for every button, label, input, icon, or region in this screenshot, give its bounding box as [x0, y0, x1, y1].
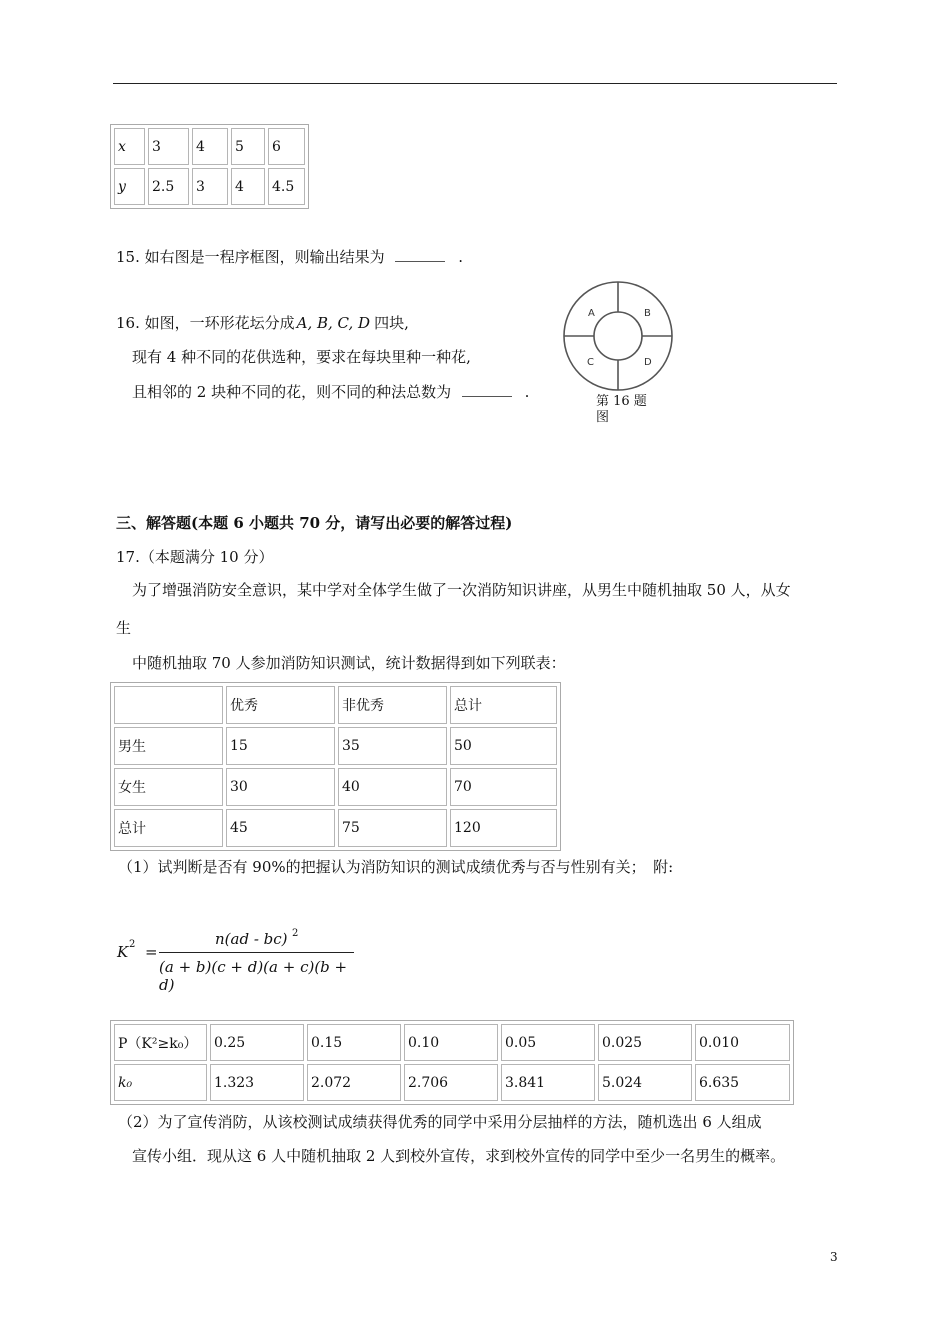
- table-cell: k₀: [114, 1064, 207, 1101]
- table-cell: 2.5: [148, 168, 189, 205]
- table-cell: 总计: [114, 809, 223, 847]
- chi-square-formula: [117, 928, 367, 994]
- table-cell: 30: [226, 768, 335, 806]
- table-cell: 男生: [114, 727, 223, 765]
- table-row: [114, 768, 557, 806]
- question-16-line3: [132, 385, 529, 400]
- table-cell: 120: [450, 809, 557, 847]
- ring-flowerbed-figure: [560, 281, 678, 393]
- question-16-text: 16. 如图，一环形花坛分成: [116, 314, 295, 332]
- table-cell: 45: [226, 809, 335, 847]
- table-header-cell: 总计: [450, 686, 557, 724]
- table-row: [114, 727, 557, 765]
- figure-caption-line2: 图: [596, 410, 610, 425]
- question-16-text-end: 四块,: [374, 314, 409, 332]
- table-cell: 3.841: [501, 1064, 595, 1101]
- table-header-cell: 优秀: [226, 686, 335, 724]
- table-cell: y: [114, 168, 145, 205]
- inner-ring: [594, 312, 642, 360]
- answer-blank-16: [462, 396, 512, 397]
- question-16-tail: .: [524, 383, 530, 401]
- table-row: [114, 809, 557, 847]
- formula-lhs-sup: 2: [129, 939, 136, 950]
- question-16-line1: [116, 316, 409, 331]
- section-3-title: 三、解答题(本题 6 小题共 70 分，请写出必要的解答过程): [116, 514, 513, 532]
- region-label-c: C: [587, 357, 594, 368]
- table-cell: 0.05: [501, 1024, 595, 1061]
- table-cell: 6.635: [695, 1064, 790, 1101]
- table-cell: 0.15: [307, 1024, 401, 1061]
- table-cell: 0.25: [210, 1024, 304, 1061]
- table-cell: 4: [231, 168, 265, 205]
- formula-lhs: K: [117, 943, 129, 961]
- table-row: [114, 168, 305, 205]
- table-cell: 2.706: [404, 1064, 498, 1101]
- critical-value-table: [110, 1020, 794, 1105]
- page-number: 3: [830, 1250, 838, 1264]
- table-cell: 3: [148, 128, 189, 165]
- table-cell: 5.024: [598, 1064, 692, 1101]
- table-cell: 女生: [114, 768, 223, 806]
- table-cell: 1.323: [210, 1064, 304, 1101]
- question-17-part1: （1）试判断是否有 90%的把握认为消防知识的测试成绩优秀与否与性别有关； 附:: [118, 858, 674, 876]
- figure-caption-line1: 第 16 题: [596, 394, 647, 409]
- question-15-text: 15. 如右图是一程序框图，则输出结果为: [116, 248, 385, 266]
- table-header-cell: [114, 686, 223, 724]
- table-cell: 70: [450, 768, 557, 806]
- question-17-header: 17.（本题满分 10 分）: [116, 548, 274, 566]
- answer-blank-15: [395, 261, 445, 262]
- table-cell: 15: [226, 727, 335, 765]
- xy-table: [110, 124, 309, 209]
- formula-numerator: n(ad - bc): [215, 930, 288, 948]
- table-cell: 50: [450, 727, 557, 765]
- region-label-b: B: [644, 308, 651, 319]
- table-cell: 0.10: [404, 1024, 498, 1061]
- table-cell: x: [114, 128, 145, 165]
- table-cell: 5: [231, 128, 265, 165]
- question-16-line3-text: 且相邻的 2 块种不同的花，则不同的种法总数为: [132, 383, 452, 401]
- question-16-math: A, B, C, D: [296, 314, 371, 332]
- table-cell: 4: [192, 128, 228, 165]
- formula-equals: =: [145, 943, 158, 961]
- question-17-para2: 中随机抽取 70 人参加消防知识测试，统计数据得到如下列联表：: [132, 654, 566, 672]
- question-17-para1-cont: 生: [116, 619, 132, 637]
- formula-denominator: (a + b)(c + d)(a + c)(b + d): [159, 958, 348, 994]
- table-row: [114, 1064, 790, 1101]
- formula-numerator-sup: 2: [292, 928, 299, 939]
- table-cell: 4.5: [268, 168, 305, 205]
- table-header-cell: 非优秀: [338, 686, 447, 724]
- table-cell: 35: [338, 727, 447, 765]
- fraction-bar: [159, 952, 354, 953]
- question-15-tail: .: [458, 248, 463, 266]
- table-cell: P（K²≥k₀）: [114, 1024, 207, 1061]
- table-row: [114, 686, 557, 724]
- table-cell: 0.010: [695, 1024, 790, 1061]
- region-label-a: A: [588, 308, 595, 319]
- question-17-part2-line1: （2）为了宣传消防，从该校测试成绩获得优秀的同学中采用分层抽样的方法，随机选出 6 人组成: [118, 1113, 762, 1131]
- table-cell: 6: [268, 128, 305, 165]
- question-16-line2: 现有 4 种不同的花供选种，要求在每块里种一种花,: [132, 348, 471, 366]
- table-cell: 2.072: [307, 1064, 401, 1101]
- table-row: [114, 128, 305, 165]
- header-rule: [113, 83, 837, 84]
- table-cell: 0.025: [598, 1024, 692, 1061]
- question-17-para1: 为了增强消防安全意识，某中学对全体学生做了一次消防知识讲座，从男生中随机抽取 50 人，从女: [132, 581, 791, 599]
- table-cell: 40: [338, 768, 447, 806]
- table-cell: 3: [192, 168, 228, 205]
- question-15: [116, 250, 463, 265]
- table-row: [114, 1024, 790, 1061]
- region-label-d: D: [644, 357, 652, 368]
- question-17-part2-line2: 宣传小组．现从这 6 人中随机抽取 2 人到校外宣传，求到校外宣传的同学中至少一名男生的概率。: [132, 1147, 786, 1165]
- contingency-table: [110, 682, 561, 851]
- table-cell: 75: [338, 809, 447, 847]
- figure-caption: [596, 394, 647, 426]
